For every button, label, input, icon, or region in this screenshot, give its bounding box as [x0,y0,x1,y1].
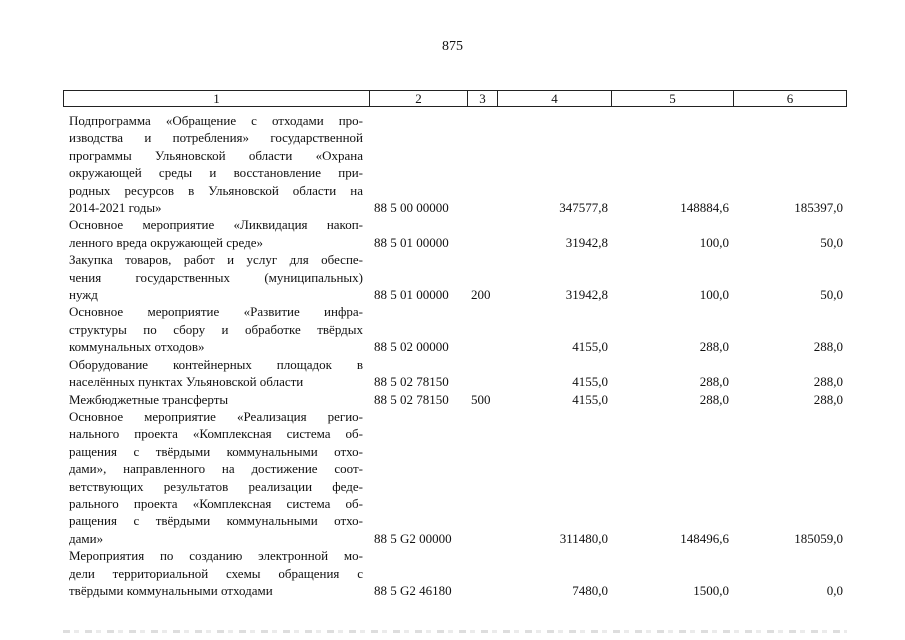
row-value-col5: 288,0 [699,339,729,355]
row-value-col4: 31942,8 [565,234,608,250]
row-name-line: дели территориальной схемы обращения с [69,565,363,581]
row-value-col4: 347577,8 [559,200,608,216]
row-code: 88 5 G2 46180 [374,582,452,598]
table-row [0,112,905,216]
row-value-col6: 288,0 [813,339,843,355]
row-value-col5: 288,0 [699,391,729,407]
table-row [0,408,905,547]
row-name-line: населённых пунктах Ульяновской области [69,374,304,390]
row-name-line: дами», направленного на достижение соот- [69,461,363,477]
table-row [0,303,905,355]
column-header-4: 4 [498,91,612,106]
row-value-col4: 7480,0 [572,582,608,598]
table-row [0,356,905,391]
row-value-col4: 4155,0 [572,339,608,355]
row-name-line: структуры по сбору и обработке твёрдых [69,321,363,337]
table-row [0,216,905,251]
row-name-line: нужд [69,287,98,303]
column-header-1: 1 [64,91,370,106]
row-name-line: изводства и потребления» государственной [69,130,363,146]
row-name [69,303,363,355]
row-name-line: Подпрограмма «Обращение с отходами про- [69,113,363,128]
row-name-line: Основное мероприятие «Реализация регио- [69,408,363,424]
row-name-line: Мероприятия по созданию электронной мо- [69,548,363,564]
row-value-col5: 100,0 [699,287,729,303]
row-value-col6: 288,0 [813,391,843,407]
row-name-line: 2014-2021 годы» [69,200,162,216]
row-value-col4: 4155,0 [572,391,608,407]
row-name-line: Межбюджетные трансферты [69,391,229,407]
row-code: 88 5 02 78150 [374,374,449,390]
row-code: 88 5 02 78150 [374,391,449,407]
row-name-line: Основное мероприятие «Развитие инфра- [69,304,363,320]
row-value-col5: 148884,6 [680,200,729,216]
page-number: 875 [442,39,463,54]
row-name-line: дами» [69,530,104,546]
row-name [69,112,363,216]
row-name-line: ращения с твёрдыми коммунальными отхо- [69,443,363,459]
table-header-row [63,90,847,107]
table-row [0,547,905,599]
row-value-col4: 31942,8 [565,287,608,303]
scan-edge-noise [63,630,847,633]
row-value-col4: 4155,0 [572,374,608,390]
table-row [0,251,905,303]
row-name-line: твёрдыми коммунальными отходами [69,582,273,598]
row-name [69,216,363,251]
row-code: 88 5 02 00000 [374,339,449,355]
row-name [69,547,363,599]
table-row [0,391,905,408]
row-code: 88 5 01 00000 [374,234,449,250]
row-value-col6: 185059,0 [794,530,843,546]
row-name-line: чения государственных (муниципальных) [69,269,363,285]
row-value-col4: 311480,0 [559,530,608,546]
row-name-line: нального проекта «Комплексная система об- [69,426,363,442]
row-name-line: родных ресурсов в Ульяновской области на [69,182,363,198]
row-name-line: коммунальных отходов» [69,339,205,355]
row-value-col6: 0,0 [826,582,843,598]
row-value-col6: 50,0 [820,234,843,250]
row-name [69,251,363,303]
row-name-line: ленного вреда окружающей среде» [69,234,263,250]
row-value-col5: 148496,6 [680,530,729,546]
row-code: 88 5 00 00000 [374,200,449,216]
column-header-6: 6 [786,91,794,106]
row-name [69,391,363,408]
row-name-line: Основное мероприятие «Ликвидация накоп- [69,217,363,233]
row-name-line: ращения с твёрдыми коммунальными отхо- [69,513,363,529]
row-value-col5: 100,0 [699,234,729,250]
column-header-3: 3 [468,91,498,106]
row-value-col6: 50,0 [820,287,843,303]
row-value-col5: 1500,0 [693,582,729,598]
row-code: 88 5 G2 00000 [374,530,452,546]
row-code: 88 5 01 00000 [374,287,449,303]
row-name-line: программы Ульяновской области «Охрана [69,147,363,163]
row-name-line: Закупка товаров, работ и услуг для обеспе- [69,252,363,268]
row-expense-type: 200 [471,287,491,303]
row-name [69,356,363,391]
row-name-line: Оборудование контейнерных площадок в [69,356,363,372]
row-value-col6: 288,0 [813,374,843,390]
row-name-line: ветствующих результатов реализации феде- [69,478,363,494]
row-value-col6: 185397,0 [794,200,843,216]
row-name-line: рального проекта «Комплексная система об- [69,495,363,511]
row-expense-type: 500 [471,391,491,407]
column-header-5: 5 [612,91,734,106]
row-value-col5: 288,0 [699,374,729,390]
table-body [0,112,905,599]
column-header-2: 2 [370,91,468,106]
row-name [69,408,363,547]
row-name-line: окружающей среды и восстановление при- [69,165,363,181]
